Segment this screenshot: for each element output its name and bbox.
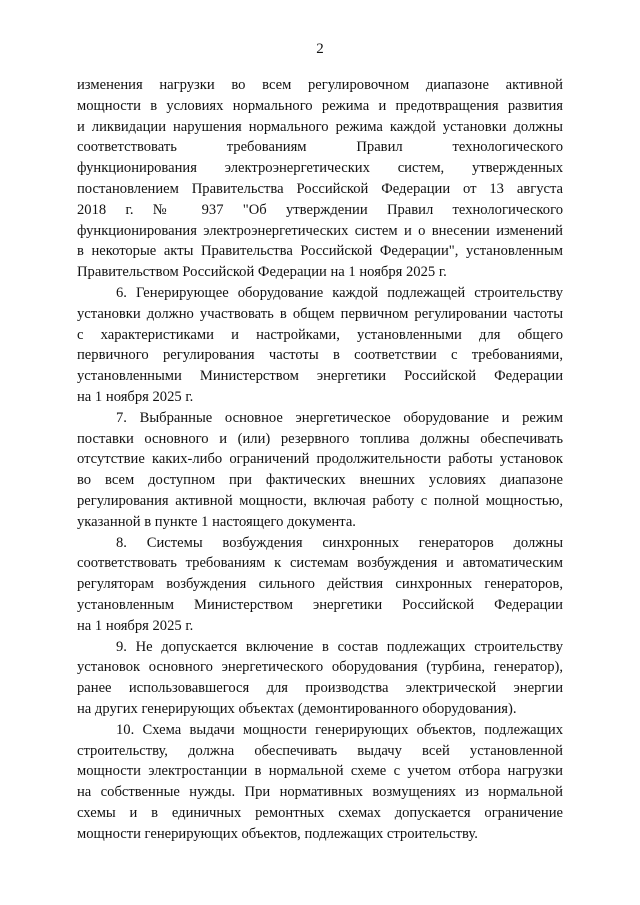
text-line: и ликвидации нарушения нормального режима каждой установки должны [77,118,563,135]
text-line: регуляторам возбуждения сильного действия синхронных генераторов, [77,576,563,593]
text-line: на 1 ноября 2025 г. [77,617,194,634]
text-line: первичного регулирования частоты в соответствии с требованиями, [77,347,563,364]
text-line: 9. Не допускается включение в состав подлежащих строительству [116,638,563,655]
text-line: строительству, должна обеспечивать выдачу всей установленной [77,742,563,759]
text-line: соответствовать требованиям к системам возбуждения и автоматическим [77,555,563,572]
text-line: ранее использовавшегося для производства электрической энергии [77,680,563,697]
text-line: постановлением Правительства Российской Федерации от 13 августа [77,180,563,197]
text-line: установок основного энергетического оборудования (турбина, генератор), [77,659,563,676]
text-line: отсутствие каких-либо ограничений продолжительности работы установок [77,451,563,468]
text-line: установленными Министерством энергетики Российской Федерации [77,368,563,385]
text-line: 2018 г. № 937 "Об утверждении Правил технологического [77,201,563,218]
page-number: 2 [316,41,324,57]
text-line: поставки основного и (или) резервного топлива должны обеспечивать [77,430,563,447]
text-line: изменения нагрузки во всем регулировочном диапазоне активной [77,77,563,93]
text-line: мощности электростанции в нормальной схеме с учетом отбора нагрузки [77,763,563,780]
text-line: 7. Выбранные основное энергетическое оборудование и режим [116,409,563,426]
text-line: во всем доступном при фактических внешних условиях диапазоне [77,472,563,489]
text-line: 6. Генерирующее оборудование каждой подлежащей строительству [116,284,563,301]
text-line: в некоторые акты Правительства Российской Федерации", установленным [77,243,563,260]
text-line: функционирования электроэнергетических систем и о внесении изменений [77,222,563,239]
text-line: мощности в условиях нормального режима и предотвращения развития [77,97,563,114]
text-line: мощности генерирующих объектов, подлежащих строительству. [77,825,478,842]
text-line: на собственные нужды. При нормативных возмущениях из нормальной [77,784,563,801]
text-line: 10. Схема выдачи мощности генерирующих объектов, подлежащих [116,721,563,738]
text-line: функционирования электроэнергетических систем, утвержденных [77,160,563,177]
text-line: соответствовать требованиям Правил технологического [77,139,563,156]
text-line: установки должно участвовать в общем первичном регулировании частоты [77,305,563,322]
document-body [77,75,563,844]
text-line: схемы и в единичных ремонтных схемах допускается ограничение [77,804,563,821]
text-line: указанной в пункте 1 настоящего документа. [77,513,356,530]
text-line: регулирования активной мощности, включая работу с полной мощностью, [77,492,563,509]
text-line: на 1 ноября 2025 г. [77,388,194,405]
text-line: установленным Министерством энергетики Российской Федерации [77,596,563,613]
text-line: Правительством Российской Федерации на 1 ноября 2025 г. [77,264,447,281]
text-line: с характеристиками и настройками, установленными для общего [77,326,563,343]
text-line: 8. Системы возбуждения синхронных генераторов должны [116,534,563,551]
text-line: на других генерирующих объектах (демонтированного оборудования). [77,700,517,717]
